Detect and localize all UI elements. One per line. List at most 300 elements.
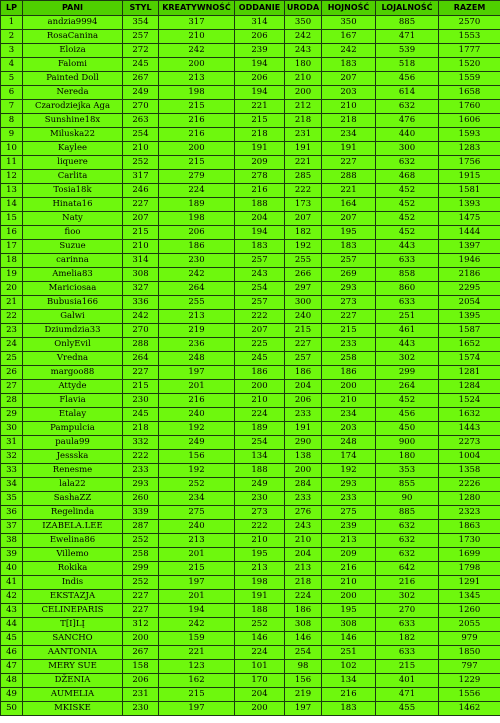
lojalnosc-cell: 270 <box>376 604 439 618</box>
table-row <box>1 156 500 170</box>
oddanie-cell: 245 <box>235 352 285 366</box>
col-header-oddanie: ODDANIE <box>235 1 285 16</box>
styl-cell: 222 <box>123 450 159 464</box>
kreatywnosc-cell: 242 <box>159 618 235 632</box>
hojnosc-cell: 209 <box>322 548 376 562</box>
oddanie-cell: 101 <box>235 660 285 674</box>
table-row <box>1 16 500 30</box>
table-row <box>1 408 500 422</box>
hojnosc-cell: 210 <box>322 576 376 590</box>
rank-cell: 21 <box>1 296 23 310</box>
col-header-styl: STYL <box>123 1 159 16</box>
total-cell: 1593 <box>439 128 500 142</box>
uroda-cell: 290 <box>285 436 322 450</box>
lojalnosc-cell: 452 <box>376 226 439 240</box>
rank-cell: 48 <box>1 674 23 688</box>
name-cell: T[I]LĮ <box>23 618 123 632</box>
table-header <box>1 1 500 16</box>
rank-cell: 43 <box>1 604 23 618</box>
lojalnosc-cell: 180 <box>376 450 439 464</box>
lojalnosc-cell: 900 <box>376 436 439 450</box>
total-cell: 1699 <box>439 548 500 562</box>
kreatywnosc-cell: 189 <box>159 198 235 212</box>
hojnosc-cell: 102 <box>322 660 376 674</box>
uroda-cell: 257 <box>285 352 322 366</box>
total-cell: 1281 <box>439 366 500 380</box>
hojnosc-cell: 200 <box>322 380 376 394</box>
rank-cell: 16 <box>1 226 23 240</box>
oddanie-cell: 210 <box>235 534 285 548</box>
uroda-cell: 212 <box>285 100 322 114</box>
lojalnosc-cell: 452 <box>376 212 439 226</box>
hojnosc-cell: 227 <box>322 156 376 170</box>
styl-cell: 252 <box>123 534 159 548</box>
table-row <box>1 212 500 226</box>
rank-cell: 31 <box>1 436 23 450</box>
kreatywnosc-cell: 192 <box>159 464 235 478</box>
table-row <box>1 394 500 408</box>
rank-cell: 13 <box>1 184 23 198</box>
uroda-cell: 192 <box>285 240 322 254</box>
styl-cell: 227 <box>123 604 159 618</box>
styl-cell: 270 <box>123 100 159 114</box>
table-row <box>1 338 500 352</box>
oddanie-cell: 216 <box>235 184 285 198</box>
table-row <box>1 44 500 58</box>
oddanie-cell: 183 <box>235 240 285 254</box>
lojalnosc-cell: 450 <box>376 422 439 436</box>
kreatywnosc-cell: 213 <box>159 72 235 86</box>
lojalnosc-cell: 632 <box>376 156 439 170</box>
kreatywnosc-cell: 224 <box>159 184 235 198</box>
styl-cell: 215 <box>123 226 159 240</box>
rank-cell: 8 <box>1 114 23 128</box>
hojnosc-cell: 242 <box>322 44 376 58</box>
uroda-cell: 276 <box>285 506 322 520</box>
uroda-cell: 98 <box>285 660 322 674</box>
total-cell: 1397 <box>439 240 500 254</box>
uroda-cell: 180 <box>285 58 322 72</box>
hojnosc-cell: 200 <box>322 590 376 604</box>
uroda-cell: 207 <box>285 212 322 226</box>
styl-cell: 258 <box>123 548 159 562</box>
styl-cell: 210 <box>123 240 159 254</box>
rank-cell: 39 <box>1 548 23 562</box>
total-cell: 2323 <box>439 506 500 520</box>
uroda-cell: 297 <box>285 282 322 296</box>
lojalnosc-cell: 299 <box>376 366 439 380</box>
uroda-cell: 218 <box>285 576 322 590</box>
styl-cell: 260 <box>123 492 159 506</box>
table-row <box>1 310 500 324</box>
oddanie-cell: 200 <box>235 380 285 394</box>
styl-cell: 210 <box>123 142 159 156</box>
oddanie-cell: 230 <box>235 492 285 506</box>
uroda-cell: 215 <box>285 324 322 338</box>
name-cell: Regelinda <box>23 506 123 520</box>
table-row <box>1 464 500 478</box>
name-cell: carinna <box>23 254 123 268</box>
table-row <box>1 520 500 534</box>
uroda-cell: 200 <box>285 86 322 100</box>
rank-cell: 37 <box>1 520 23 534</box>
kreatywnosc-cell: 317 <box>159 16 235 30</box>
lojalnosc-cell: 539 <box>376 44 439 58</box>
uroda-cell: 243 <box>285 44 322 58</box>
col-header-pani: PANI <box>23 1 123 16</box>
table-row <box>1 366 500 380</box>
hojnosc-cell: 293 <box>322 478 376 492</box>
styl-cell: 327 <box>123 282 159 296</box>
lojalnosc-cell: 182 <box>376 632 439 646</box>
total-cell: 1574 <box>439 352 500 366</box>
hojnosc-cell: 293 <box>322 282 376 296</box>
table-body <box>1 16 500 716</box>
kreatywnosc-cell: 252 <box>159 478 235 492</box>
name-cell: Falomi <box>23 58 123 72</box>
rank-cell: 33 <box>1 464 23 478</box>
kreatywnosc-cell: 162 <box>159 674 235 688</box>
table-row <box>1 380 500 394</box>
total-cell: 979 <box>439 632 500 646</box>
total-cell: 1760 <box>439 100 500 114</box>
hojnosc-cell: 248 <box>322 436 376 450</box>
kreatywnosc-cell: 236 <box>159 338 235 352</box>
oddanie-cell: 188 <box>235 604 285 618</box>
name-cell: Indis <box>23 576 123 590</box>
total-cell: 1291 <box>439 576 500 590</box>
kreatywnosc-cell: 159 <box>159 632 235 646</box>
kreatywnosc-cell: 216 <box>159 394 235 408</box>
rank-cell: 22 <box>1 310 23 324</box>
lojalnosc-cell: 614 <box>376 86 439 100</box>
oddanie-cell: 273 <box>235 506 285 520</box>
total-cell: 1524 <box>439 394 500 408</box>
uroda-cell: 200 <box>285 464 322 478</box>
uroda-cell: 285 <box>285 170 322 184</box>
name-cell: margoo88 <box>23 366 123 380</box>
oddanie-cell: 254 <box>235 282 285 296</box>
col-header-kreatywnosc: KREATYWNOŚĆ <box>159 1 235 16</box>
total-cell: 1652 <box>439 338 500 352</box>
kreatywnosc-cell: 213 <box>159 534 235 548</box>
oddanie-cell: 224 <box>235 646 285 660</box>
oddanie-cell: 200 <box>235 702 285 716</box>
styl-cell: 227 <box>123 590 159 604</box>
table-row <box>1 590 500 604</box>
rank-cell: 10 <box>1 142 23 156</box>
hojnosc-cell: 234 <box>322 128 376 142</box>
rank-cell: 26 <box>1 366 23 380</box>
name-cell: Painted Doll <box>23 72 123 86</box>
table-row <box>1 198 500 212</box>
lojalnosc-cell: 443 <box>376 240 439 254</box>
rank-cell: 3 <box>1 44 23 58</box>
lojalnosc-cell: 456 <box>376 72 439 86</box>
rank-cell: 44 <box>1 618 23 632</box>
styl-cell: 308 <box>123 268 159 282</box>
hojnosc-cell: 269 <box>322 268 376 282</box>
name-cell: Villemo <box>23 548 123 562</box>
total-cell: 2570 <box>439 16 500 30</box>
hojnosc-cell: 216 <box>322 562 376 576</box>
hojnosc-cell: 134 <box>322 674 376 688</box>
kreatywnosc-cell: 215 <box>159 688 235 702</box>
total-cell: 1863 <box>439 520 500 534</box>
total-cell: 1283 <box>439 142 500 156</box>
total-cell: 1915 <box>439 170 500 184</box>
total-cell: 1606 <box>439 114 500 128</box>
kreatywnosc-cell: 213 <box>159 310 235 324</box>
hojnosc-cell: 275 <box>322 506 376 520</box>
rank-cell: 5 <box>1 72 23 86</box>
styl-cell: 245 <box>123 408 159 422</box>
hojnosc-cell: 233 <box>322 492 376 506</box>
rank-cell: 32 <box>1 450 23 464</box>
name-cell: Jessska <box>23 450 123 464</box>
uroda-cell: 219 <box>285 688 322 702</box>
table-row <box>1 128 500 142</box>
table-row <box>1 296 500 310</box>
uroda-cell: 191 <box>285 142 322 156</box>
total-cell: 1777 <box>439 44 500 58</box>
hojnosc-cell: 183 <box>322 58 376 72</box>
oddanie-cell: 188 <box>235 464 285 478</box>
oddanie-cell: 206 <box>235 72 285 86</box>
styl-cell: 231 <box>123 688 159 702</box>
total-cell: 1358 <box>439 464 500 478</box>
styl-cell: 242 <box>123 310 159 324</box>
total-cell: 1345 <box>439 590 500 604</box>
kreatywnosc-cell: 201 <box>159 590 235 604</box>
oddanie-cell: 218 <box>235 128 285 142</box>
lojalnosc-cell: 90 <box>376 492 439 506</box>
styl-cell: 267 <box>123 646 159 660</box>
rank-cell: 42 <box>1 590 23 604</box>
table-row <box>1 702 500 716</box>
table-row <box>1 506 500 520</box>
table-row <box>1 562 500 576</box>
hojnosc-cell: 203 <box>322 422 376 436</box>
uroda-cell: 221 <box>285 156 322 170</box>
kreatywnosc-cell: 200 <box>159 58 235 72</box>
oddanie-cell: 194 <box>235 226 285 240</box>
total-cell: 1946 <box>439 254 500 268</box>
rank-cell: 7 <box>1 100 23 114</box>
lojalnosc-cell: 216 <box>376 576 439 590</box>
uroda-cell: 173 <box>285 198 322 212</box>
hojnosc-cell: 203 <box>322 86 376 100</box>
table-row <box>1 184 500 198</box>
total-cell: 2295 <box>439 282 500 296</box>
oddanie-cell: 204 <box>235 688 285 702</box>
styl-cell: 230 <box>123 394 159 408</box>
table-row <box>1 478 500 492</box>
table-row <box>1 660 500 674</box>
lojalnosc-cell: 633 <box>376 646 439 660</box>
kreatywnosc-cell: 219 <box>159 324 235 338</box>
lojalnosc-cell: 452 <box>376 394 439 408</box>
hojnosc-cell: 210 <box>322 394 376 408</box>
name-cell: Rokika <box>23 562 123 576</box>
total-cell: 2186 <box>439 268 500 282</box>
uroda-cell: 243 <box>285 520 322 534</box>
lojalnosc-cell: 471 <box>376 688 439 702</box>
total-cell: 1850 <box>439 646 500 660</box>
table-row <box>1 170 500 184</box>
styl-cell: 257 <box>123 30 159 44</box>
hojnosc-cell: 186 <box>322 366 376 380</box>
kreatywnosc-cell: 221 <box>159 646 235 660</box>
rank-cell: 28 <box>1 394 23 408</box>
lojalnosc-cell: 300 <box>376 142 439 156</box>
rank-cell: 15 <box>1 212 23 226</box>
styl-cell: 354 <box>123 16 159 30</box>
table-row <box>1 492 500 506</box>
styl-cell: 332 <box>123 436 159 450</box>
table-row <box>1 254 500 268</box>
total-cell: 1730 <box>439 534 500 548</box>
styl-cell: 287 <box>123 520 159 534</box>
kreatywnosc-cell: 264 <box>159 282 235 296</box>
rank-cell: 12 <box>1 170 23 184</box>
oddanie-cell: 206 <box>235 30 285 44</box>
total-cell: 1004 <box>439 450 500 464</box>
kreatywnosc-cell: 240 <box>159 520 235 534</box>
rank-cell: 20 <box>1 282 23 296</box>
lojalnosc-cell: 452 <box>376 198 439 212</box>
total-cell: 2054 <box>439 296 500 310</box>
name-cell: CELINEPARIS <box>23 604 123 618</box>
styl-cell: 317 <box>123 170 159 184</box>
styl-cell: 254 <box>123 128 159 142</box>
hojnosc-cell: 258 <box>322 352 376 366</box>
uroda-cell: 191 <box>285 422 322 436</box>
rank-cell: 29 <box>1 408 23 422</box>
table-row <box>1 58 500 72</box>
lojalnosc-cell: 215 <box>376 660 439 674</box>
oddanie-cell: 213 <box>235 562 285 576</box>
total-cell: 1395 <box>439 310 500 324</box>
kreatywnosc-cell: 216 <box>159 128 235 142</box>
name-cell: Attyde <box>23 380 123 394</box>
table-row <box>1 632 500 646</box>
uroda-cell: 242 <box>285 30 322 44</box>
uroda-cell: 240 <box>285 310 322 324</box>
total-cell: 1520 <box>439 58 500 72</box>
lojalnosc-cell: 855 <box>376 478 439 492</box>
name-cell: SANCHO <box>23 632 123 646</box>
uroda-cell: 218 <box>285 114 322 128</box>
name-cell: Pampulcia <box>23 422 123 436</box>
table-row <box>1 226 500 240</box>
table-row <box>1 450 500 464</box>
rank-cell: 36 <box>1 506 23 520</box>
total-cell: 1260 <box>439 604 500 618</box>
styl-cell: 230 <box>123 702 159 716</box>
kreatywnosc-cell: 156 <box>159 450 235 464</box>
styl-cell: 206 <box>123 674 159 688</box>
lojalnosc-cell: 440 <box>376 128 439 142</box>
total-cell: 1658 <box>439 86 500 100</box>
name-cell: Sunshine18x <box>23 114 123 128</box>
oddanie-cell: 194 <box>235 86 285 100</box>
name-cell: Dziumdzia33 <box>23 324 123 338</box>
hojnosc-cell: 167 <box>322 30 376 44</box>
kreatywnosc-cell: 200 <box>159 142 235 156</box>
name-cell: paula99 <box>23 436 123 450</box>
kreatywnosc-cell: 215 <box>159 156 235 170</box>
table-row <box>1 646 500 660</box>
styl-cell: 246 <box>123 184 159 198</box>
lojalnosc-cell: 452 <box>376 184 439 198</box>
hojnosc-cell: 207 <box>322 212 376 226</box>
name-cell: Tosia18k <box>23 184 123 198</box>
total-cell: 1581 <box>439 184 500 198</box>
rank-cell: 2 <box>1 30 23 44</box>
name-cell: AANTONIA <box>23 646 123 660</box>
table-row <box>1 352 500 366</box>
lojalnosc-cell: 302 <box>376 590 439 604</box>
rank-cell: 24 <box>1 338 23 352</box>
rank-cell: 30 <box>1 422 23 436</box>
uroda-cell: 231 <box>285 128 322 142</box>
kreatywnosc-cell: 234 <box>159 492 235 506</box>
oddanie-cell: 134 <box>235 450 285 464</box>
hojnosc-cell: 174 <box>322 450 376 464</box>
styl-cell: 336 <box>123 296 159 310</box>
oddanie-cell: 198 <box>235 576 285 590</box>
lojalnosc-cell: 885 <box>376 16 439 30</box>
uroda-cell: 138 <box>285 450 322 464</box>
oddanie-cell: 243 <box>235 268 285 282</box>
styl-cell: 299 <box>123 562 159 576</box>
lojalnosc-cell: 302 <box>376 352 439 366</box>
lojalnosc-cell: 251 <box>376 310 439 324</box>
uroda-cell: 224 <box>285 590 322 604</box>
kreatywnosc-cell: 279 <box>159 170 235 184</box>
kreatywnosc-cell: 242 <box>159 268 235 282</box>
name-cell: Czarodziejka Aga <box>23 100 123 114</box>
lojalnosc-cell: 455 <box>376 702 439 716</box>
kreatywnosc-cell: 215 <box>159 562 235 576</box>
lojalnosc-cell: 471 <box>376 30 439 44</box>
hojnosc-cell: 251 <box>322 646 376 660</box>
hojnosc-cell: 183 <box>322 240 376 254</box>
hojnosc-cell: 210 <box>322 100 376 114</box>
hojnosc-cell: 227 <box>322 310 376 324</box>
total-cell: 2055 <box>439 618 500 632</box>
total-cell: 1462 <box>439 702 500 716</box>
name-cell: lala22 <box>23 478 123 492</box>
styl-cell: 312 <box>123 618 159 632</box>
rank-cell: 9 <box>1 128 23 142</box>
styl-cell: 158 <box>123 660 159 674</box>
hojnosc-cell: 218 <box>322 114 376 128</box>
name-cell: Nereda <box>23 86 123 100</box>
lojalnosc-cell: 633 <box>376 296 439 310</box>
name-cell: SashaZZ <box>23 492 123 506</box>
styl-cell: 293 <box>123 478 159 492</box>
uroda-cell: 222 <box>285 184 322 198</box>
hojnosc-cell: 183 <box>322 702 376 716</box>
name-cell: Eloiza <box>23 44 123 58</box>
rank-cell: 27 <box>1 380 23 394</box>
uroda-cell: 300 <box>285 296 322 310</box>
styl-cell: 218 <box>123 422 159 436</box>
uroda-cell: 210 <box>285 534 322 548</box>
oddanie-cell: 254 <box>235 436 285 450</box>
